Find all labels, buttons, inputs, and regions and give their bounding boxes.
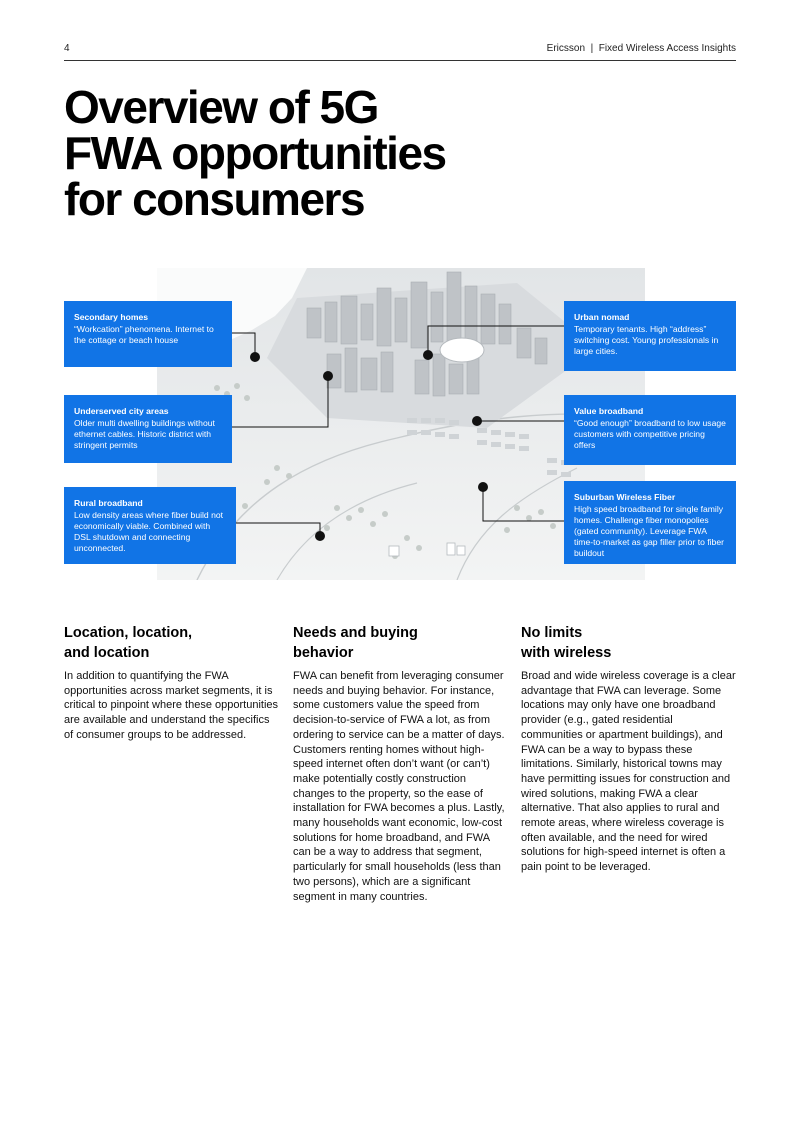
callout-suburban-wireless-fiber: [564, 481, 736, 564]
section-heading-line: Needs and buying: [293, 625, 418, 641]
callout-text: “Workcation” phenomena. Internet to the cottage or beach house: [74, 324, 214, 345]
callout-title: Value broadband: [574, 406, 644, 416]
callout-urban-nomad: [564, 301, 736, 371]
section-needs-buying-behavior: [293, 623, 509, 904]
page-title-line-1: Overview of 5G: [64, 81, 378, 133]
section-location: [64, 623, 280, 743]
callout-title: Urban nomad: [574, 312, 630, 322]
callout-underserved-city-areas: [64, 395, 232, 463]
callout-text: High speed broadband for single family homes. Challenge fiber monopolies (gated community). Leverage FWA time-to-market as gap filler prior to fiber buildout: [574, 504, 724, 558]
callout-title: Rural broadband: [74, 498, 143, 508]
section-heading-line: Location, location,: [64, 625, 193, 641]
page-title-line-2: FWA opportunities: [64, 127, 446, 179]
section-heading-line: and location: [64, 645, 150, 661]
callout-secondary-homes: [64, 301, 232, 367]
running-header: Ericsson | Fixed Wireless Access Insights: [546, 43, 736, 54]
section-body: In addition to quantifying the FWA opportunities across market segments, it is critical to pinpoint where these opportunities are available and understand the specifics of consumer groups to be addressed.: [64, 670, 279, 741]
section-body: Broad and wide wireless coverage is a clear advantage that FWA can leverage. Some locations may only have one broadband provider (e.g., gated residential communities or apartment buildings), and FWA can be a way to bypass these limitations. Similarly, historical towns may have permitting issues for construction and wired solutions, making FWA a clear alternative. That also applies to rural and remote areas, where wireless coverage is often available, and the need for wired solutions for high-speed internet is often a pain point to be leveraged.: [521, 670, 736, 874]
section-heading-line: with wireless: [521, 645, 612, 661]
page-title: [64, 81, 584, 225]
section-body: FWA can benefit from leveraging consumer needs and buying behavior. For instance, some customers value the speed from decision-to-service of FWA a lot, as from ordering to service can be a matter of days. Customers renting homes without high-speed internet often don’t want (or can’t) make potentially costly construction changes to the property, so the ease of installation for FWA becomes a plus. Lastly, many households want economic, low-cost solutions for home broadband, and FWA can be a way to address that segment, particularly for small households (less than two persons), which are a significant segment in many countries.: [293, 670, 505, 903]
callout-title: Secondary homes: [74, 312, 149, 322]
section-no-limits-wireless: [521, 623, 737, 875]
callout-title: Underserved city areas: [74, 406, 169, 416]
callout-text: Older multi dwelling buildings without ethernet cables. Historic district with stringent permits: [74, 418, 215, 450]
callout-text: Low density areas where fiber build not economically viable. Combined with DSL shutdown and connecting unconnected.: [74, 510, 224, 553]
callout-text: “Good enough” broadband to low usage customers with competitive pricing offers: [574, 418, 726, 450]
section-heading: [521, 623, 737, 663]
header-rule: [64, 60, 736, 61]
callout-title: Suburban Wireless Fiber: [574, 492, 676, 502]
callout-value-broadband: [564, 395, 736, 465]
callout-text: Temporary tenants. High “address” switching cost. Young professionals in large cities.: [574, 324, 719, 356]
section-heading-line: No limits: [521, 625, 583, 641]
section-heading-line: behavior: [293, 645, 354, 661]
callout-rural-broadband: [64, 487, 236, 564]
section-heading: [293, 623, 509, 663]
page-number: 4: [64, 43, 70, 54]
section-heading: [64, 623, 280, 663]
page-title-line-3: for consumers: [64, 173, 365, 225]
